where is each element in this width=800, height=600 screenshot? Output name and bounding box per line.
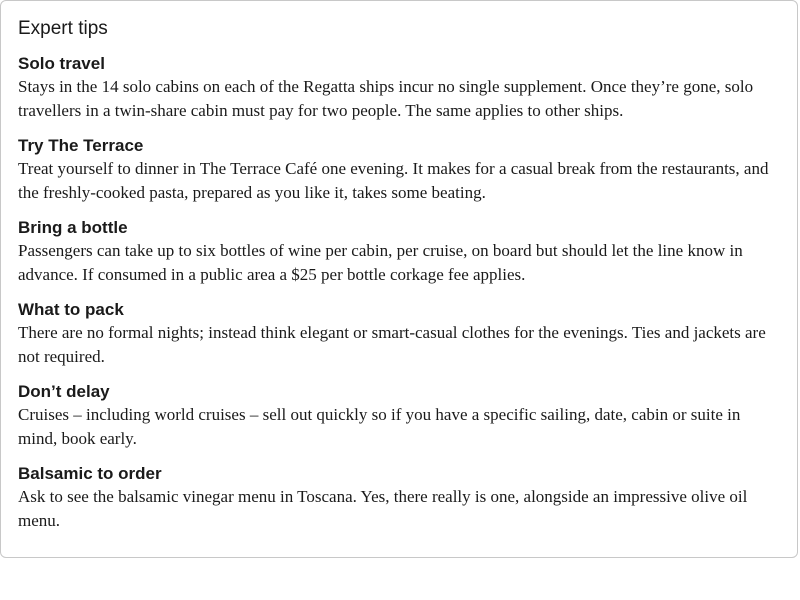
tip-bring-a-bottle [18, 217, 779, 287]
tip-heading: Try The Terrace [18, 136, 144, 155]
tip-heading: Balsamic to order [18, 464, 162, 483]
tip-solo-travel [18, 53, 779, 123]
tip-body: Passengers can take up to six bottles of wine per cabin, per cruise, on board but should let the line know in advance. If consumed in a public area a $25 per bottle corkage fee applies. [18, 241, 743, 284]
tip-dont-delay [18, 381, 779, 451]
tip-heading: Bring a bottle [18, 218, 128, 237]
tip-body: Stays in the 14 solo cabins on each of the Regatta ships incur no single supplement. Once they’re gone, solo travellers in a twin-share cabin must pay for two people. The same applies to other ships. [18, 77, 754, 120]
tip-body: Treat yourself to dinner in The Terrace Café one evening. It makes for a casual break from the restaurants, and the freshly-cooked pasta, prepared as you like it, takes some beating. [18, 159, 769, 202]
tip-try-the-terrace [18, 135, 779, 205]
tip-what-to-pack [18, 299, 779, 369]
tip-balsamic-to-order [18, 463, 779, 533]
tip-body: There are no formal nights; instead think elegant or smart-casual clothes for the evenings. Ties and jackets are not required. [18, 323, 766, 366]
tip-body: Ask to see the balsamic vinegar menu in Toscana. Yes, there really is one, alongside an impressive olive oil menu. [18, 487, 748, 530]
tip-heading: What to pack [18, 300, 124, 319]
card-title: Expert tips [18, 18, 108, 39]
tip-body: Cruises – including world cruises – sell out quickly so if you have a specific sailing, date, cabin or suite in mind, book early. [18, 405, 741, 448]
tip-heading: Don’t delay [18, 382, 110, 401]
tip-heading: Solo travel [18, 54, 105, 73]
